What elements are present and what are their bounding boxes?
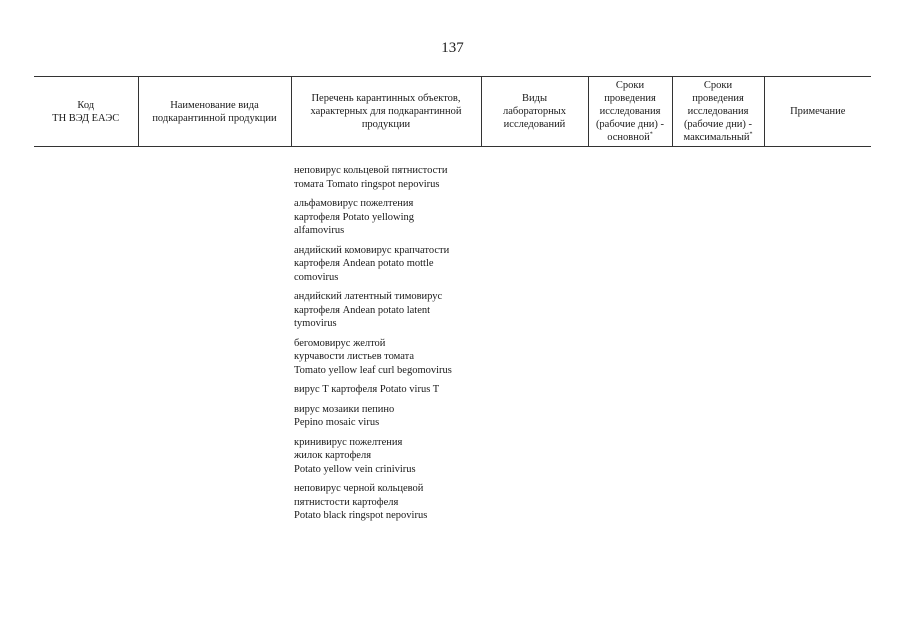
header-terms-max: Сроки проведения исследования (рабочие дни) - максимальный* (672, 77, 764, 147)
header-terms-main: Сроки проведения исследования (рабочие дни) - основной* (588, 77, 672, 147)
header-note: Примечание (764, 77, 871, 147)
list-item: неповирус черной кольцевой пятнистости картофеля Potato black ringspot nepovirus (294, 483, 428, 521)
list-item: андийский латентный тимовирус картофеля Andean potato latent tymovirus (294, 291, 443, 329)
list-item: андийский комовирус крапчатости картофеля Andean potato mottle comovirus (294, 244, 450, 283)
list-item: кринивирус пожелтения жилок картофеля Potato yellow vein crinivirus (294, 436, 416, 475)
footnote-mark: * (649, 131, 653, 138)
table-header (34, 76, 871, 147)
list-item: бегомовирус желтой курчавости листьев томата Tomato yellow leaf curl begomovirus (294, 337, 452, 376)
header-code: Код ТН ВЭД ЕАЭС (34, 77, 138, 147)
header-quarantine-objects: Перечень карантинных объектов, характерных для подкарантинной продукции (291, 77, 481, 147)
list-item: вирус Т картофеля Potato virus T (294, 384, 440, 395)
list-item: неповирус кольцевой пятнистости томата Tomato ringspot nepovirus (294, 165, 448, 190)
footnote-mark: * (749, 131, 753, 138)
quarantine-objects-list (294, 164, 484, 529)
header-product-name: Наименование вида подкарантинной продукции (138, 77, 291, 147)
header-lab-tests: Виды лабораторных исследований (481, 77, 588, 147)
page-number: 137 (441, 40, 464, 56)
list-item: вирус мозаики пепино Pepino mosaic virus (294, 403, 395, 428)
list-item: альфамовирус пожелтения картофеля Potato yellowing alfamovirus (294, 198, 415, 236)
